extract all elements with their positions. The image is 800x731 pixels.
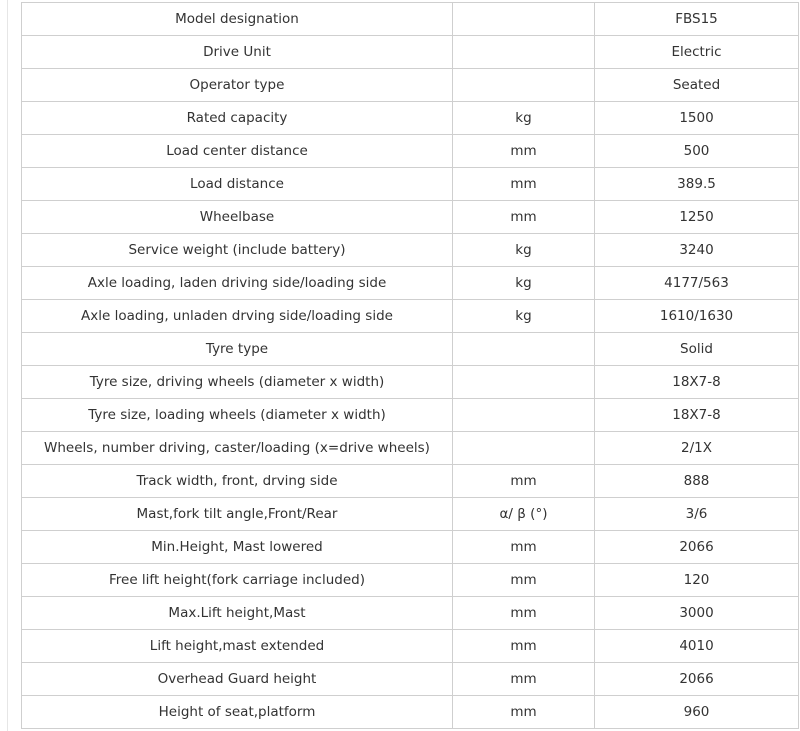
table-row [22,465,799,498]
value-cell: Electric [595,36,799,69]
table-row [22,564,799,597]
value-cell: FBS15 [595,3,799,36]
value-cell: Solid [595,333,799,366]
param-cell: Free lift height(fork carriage included) [22,564,453,597]
table-row [22,267,799,300]
unit-cell [453,399,595,432]
unit-cell: kg [453,102,595,135]
table-row [22,333,799,366]
table-row [22,168,799,201]
table-row [22,366,799,399]
value-cell: 500 [595,135,799,168]
table-row [22,696,799,729]
table-row [22,597,799,630]
value-cell: Seated [595,69,799,102]
unit-cell: mm [453,630,595,663]
value-cell: 4010 [595,630,799,663]
value-cell: 2066 [595,531,799,564]
param-cell: Height of seat,platform [22,696,453,729]
param-cell: Load center distance [22,135,453,168]
table-row [22,234,799,267]
unit-cell [453,333,595,366]
param-cell: Max.Lift height,Mast [22,597,453,630]
param-cell: Wheelbase [22,201,453,234]
value-cell: 2066 [595,663,799,696]
table-row [22,300,799,333]
table-row [22,498,799,531]
specification-table [21,2,799,729]
unit-cell: mm [453,531,595,564]
unit-cell: α/ β (°) [453,498,595,531]
unit-cell: mm [453,168,595,201]
value-cell: 888 [595,465,799,498]
param-cell: Rated capacity [22,102,453,135]
unit-cell: kg [453,234,595,267]
unit-cell: mm [453,201,595,234]
param-cell: Tyre size, driving wheels (diameter x width) [22,366,453,399]
value-cell: 1610/1630 [595,300,799,333]
param-cell: Axle loading, unladen drving side/loading side [22,300,453,333]
table-row [22,102,799,135]
unit-cell: mm [453,564,595,597]
table-row [22,36,799,69]
unit-cell [453,69,595,102]
param-cell: Min.Height, Mast lowered [22,531,453,564]
table-row [22,630,799,663]
value-cell: 18X7-8 [595,399,799,432]
unit-cell: kg [453,300,595,333]
param-cell: Tyre size, loading wheels (diameter x width) [22,399,453,432]
table-row [22,201,799,234]
unit-cell [453,3,595,36]
param-cell: Model designation [22,3,453,36]
table-row [22,399,799,432]
table-row [22,135,799,168]
param-cell: Service weight (include battery) [22,234,453,267]
value-cell: 3000 [595,597,799,630]
value-cell: 1500 [595,102,799,135]
param-cell: Lift height,mast extended [22,630,453,663]
unit-cell [453,366,595,399]
table-row [22,3,799,36]
table-row [22,531,799,564]
param-cell: Operator type [22,69,453,102]
specification-table-body [22,3,799,729]
unit-cell [453,36,595,69]
page-divider [7,0,8,731]
value-cell: 2/1X [595,432,799,465]
param-cell: Axle loading, laden driving side/loading side [22,267,453,300]
value-cell: 960 [595,696,799,729]
value-cell: 3240 [595,234,799,267]
table-row [22,432,799,465]
unit-cell [453,432,595,465]
value-cell: 18X7-8 [595,366,799,399]
param-cell: Tyre type [22,333,453,366]
table-row [22,663,799,696]
value-cell: 3/6 [595,498,799,531]
param-cell: Track width, front, drving side [22,465,453,498]
unit-cell: mm [453,465,595,498]
unit-cell: mm [453,135,595,168]
value-cell: 4177/563 [595,267,799,300]
unit-cell: mm [453,663,595,696]
param-cell: Drive Unit [22,36,453,69]
unit-cell: mm [453,696,595,729]
param-cell: Load distance [22,168,453,201]
param-cell: Mast,fork tilt angle,Front/Rear [22,498,453,531]
param-cell: Overhead Guard height [22,663,453,696]
unit-cell: mm [453,597,595,630]
value-cell: 120 [595,564,799,597]
value-cell: 389.5 [595,168,799,201]
value-cell: 1250 [595,201,799,234]
table-row [22,69,799,102]
unit-cell: kg [453,267,595,300]
param-cell: Wheels, number driving, caster/loading (x=drive wheels) [22,432,453,465]
